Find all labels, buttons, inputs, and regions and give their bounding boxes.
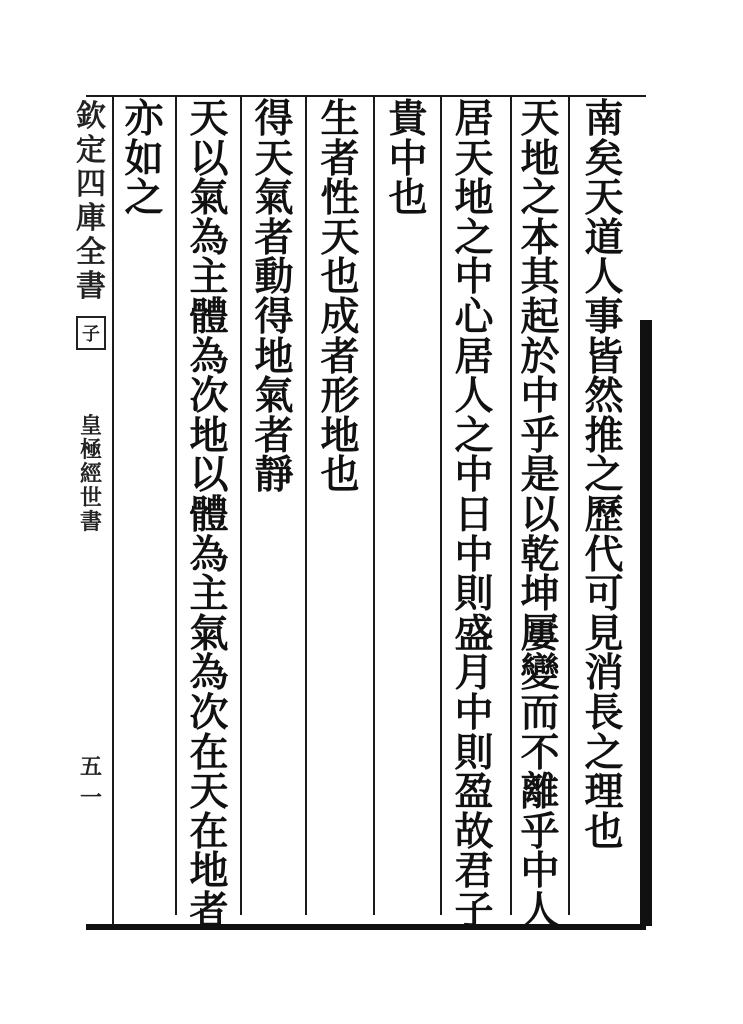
text-char: 天: [320, 214, 360, 261]
text-char: 是: [520, 452, 560, 499]
margin-title-char: 庫: [76, 201, 106, 236]
text-char: 可: [584, 571, 624, 618]
text-char: 地: [454, 175, 494, 222]
collection-title: [76, 100, 106, 304]
frame-top-border: [86, 95, 646, 97]
text-char: 中: [388, 135, 428, 182]
frame-right-border: [640, 320, 652, 926]
text-char: 動: [254, 254, 294, 301]
text-char: 故: [454, 808, 494, 855]
text-char: 為: [189, 214, 229, 261]
text-char: 人: [584, 254, 624, 301]
column-rule: [240, 95, 242, 915]
text-char: 盛: [454, 610, 494, 657]
text-column: [448, 96, 500, 934]
column-rule: [175, 95, 177, 915]
text-char: 貴: [388, 96, 428, 142]
text-char: 則: [454, 729, 494, 776]
text-char: 之: [584, 729, 624, 776]
text-char: 天: [454, 135, 494, 182]
text-char: 得: [254, 96, 294, 142]
text-char: 之: [520, 175, 560, 222]
text-char: 次: [189, 689, 229, 736]
text-char: 之: [454, 214, 494, 261]
text-char: 得: [254, 293, 294, 340]
text-column: [578, 96, 630, 855]
text-char: 中: [520, 373, 560, 420]
text-char: 體: [189, 293, 229, 340]
text-char: 也: [584, 808, 624, 855]
book-title-char: 世: [79, 485, 102, 511]
text-char: 起: [520, 293, 560, 340]
text-char: 則: [454, 571, 494, 618]
text-char: 代: [584, 531, 624, 578]
text-char: 坤: [520, 571, 560, 618]
text-char: 子: [454, 887, 494, 934]
text-char: 地: [254, 333, 294, 380]
book-title-char: 極: [79, 437, 102, 463]
text-char: 地: [320, 412, 360, 459]
text-char: 者: [254, 214, 294, 261]
text-char: 體: [189, 491, 229, 538]
text-char: 乾: [520, 531, 560, 578]
margin-title-char: 全: [76, 235, 106, 270]
text-char: 月: [454, 650, 494, 697]
text-char: 者: [320, 333, 360, 380]
text-char: 皆: [584, 333, 624, 380]
text-char: 見: [584, 610, 624, 657]
text-char: 推: [584, 412, 624, 459]
text-char: 主: [189, 571, 229, 618]
text-char: 居: [454, 96, 494, 142]
text-char: 形: [320, 373, 360, 420]
text-char: 中: [454, 531, 494, 578]
text-char: 以: [189, 452, 229, 499]
fish-tail-char: 子: [82, 324, 100, 345]
text-char: 消: [584, 650, 624, 697]
text-char: 之: [124, 175, 164, 222]
text-column: [248, 96, 300, 499]
column-rule: [112, 95, 114, 925]
text-char: 為: [189, 333, 229, 380]
text-char: 本: [520, 214, 560, 261]
text-char: 以: [520, 491, 560, 538]
margin-title-char: 四: [76, 167, 106, 202]
text-char: 者: [320, 135, 360, 182]
text-char: 然: [584, 373, 624, 420]
text-char: 日: [454, 491, 494, 538]
text-char: 中: [454, 254, 494, 301]
text-column: [118, 96, 170, 222]
text-char: 其: [520, 254, 560, 301]
text-char: 盈: [454, 769, 494, 816]
text-char: 理: [584, 769, 624, 816]
text-char: 不: [520, 729, 560, 776]
text-char: 君: [454, 848, 494, 895]
text-char: 心: [454, 293, 494, 340]
text-char: 氣: [189, 175, 229, 222]
text-char: 性: [320, 175, 360, 222]
text-char: 乎: [520, 412, 560, 459]
text-char: 也: [320, 254, 360, 301]
book-title: [80, 414, 102, 534]
text-char: 於: [520, 333, 560, 380]
page-number-text: 五一: [79, 754, 102, 811]
text-char: 人: [454, 373, 494, 420]
text-char: 在: [189, 729, 229, 776]
column-rule: [568, 95, 570, 915]
fish-tail-mark: [76, 316, 106, 350]
text-char: 天: [520, 96, 560, 142]
text-char: 如: [124, 135, 164, 182]
text-char: 也: [388, 175, 428, 222]
book-title-char: 書: [79, 509, 102, 535]
book-title-char: 經: [79, 461, 102, 487]
text-char: 天: [254, 135, 294, 182]
text-column: [314, 96, 366, 499]
page-number: [74, 750, 108, 812]
text-char: 乎: [520, 808, 560, 855]
text-char: 為: [189, 650, 229, 697]
text-char: 之: [584, 452, 624, 499]
text-column: [382, 96, 434, 222]
text-char: 中: [454, 452, 494, 499]
text-char: 南: [584, 96, 624, 142]
page-margin-column: [74, 99, 108, 811]
text-char: 人: [520, 887, 560, 934]
text-char: 天: [189, 769, 229, 816]
text-char: 者: [254, 412, 294, 459]
text-char: 歷: [584, 491, 624, 538]
margin-title-char: 定: [76, 133, 106, 168]
text-char: 者: [189, 887, 229, 934]
column-rule: [510, 95, 512, 915]
text-char: 氣: [254, 175, 294, 222]
text-char: 為: [189, 531, 229, 578]
text-char: 主: [189, 254, 229, 301]
text-char: 地: [520, 135, 560, 182]
margin-title-char: 書: [76, 269, 106, 304]
text-char: 矣: [584, 135, 624, 182]
column-rule: [440, 95, 442, 915]
text-char: 地: [189, 848, 229, 895]
text-char: 成: [320, 293, 360, 340]
text-column: [514, 96, 566, 934]
text-char: 之: [454, 412, 494, 459]
text-char: 變: [520, 650, 560, 697]
column-rule: [305, 95, 307, 915]
text-char: 事: [584, 293, 624, 340]
text-char: 居: [454, 333, 494, 380]
text-char: 以: [189, 135, 229, 182]
text-char: 地: [189, 412, 229, 459]
text-char: 次: [189, 373, 229, 420]
text-char: 亦: [124, 96, 164, 142]
text-char: 氣: [189, 610, 229, 657]
text-char: 生: [320, 96, 360, 142]
text-char: 道: [584, 214, 624, 261]
text-char: 而: [520, 689, 560, 736]
text-char: 屢: [520, 610, 560, 657]
text-char: 天: [189, 96, 229, 142]
text-char: 離: [520, 769, 560, 816]
margin-title-char: 欽: [76, 99, 106, 134]
text-char: 中: [520, 848, 560, 895]
text-char: 也: [320, 452, 360, 499]
text-column: [183, 96, 235, 934]
column-rule: [373, 95, 375, 915]
text-char: 在: [189, 808, 229, 855]
text-char: 中: [454, 689, 494, 736]
text-char: 天: [584, 175, 624, 222]
book-title-char: 皇: [79, 413, 102, 439]
text-char: 靜: [254, 452, 294, 499]
text-char: 長: [584, 689, 624, 736]
text-char: 氣: [254, 373, 294, 420]
